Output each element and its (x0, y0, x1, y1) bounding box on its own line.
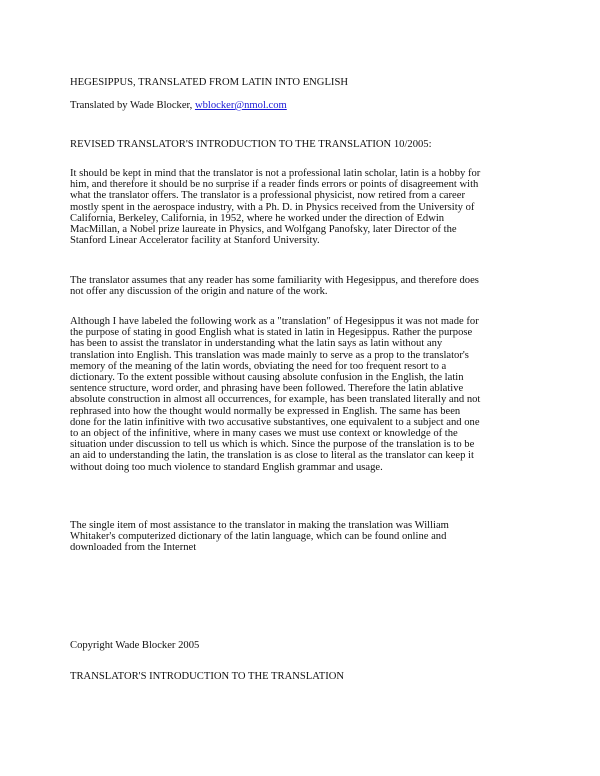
paragraph-line: done for the latin infinitive with two accusative substantives, one equivalent to a subject and one (70, 416, 480, 428)
translator-byline (70, 100, 287, 111)
paragraph-familiarity (70, 275, 479, 297)
paragraph-line: the purpose of stating in good English what is stated in latin in Hegesippus. Rather the purpose (70, 327, 473, 339)
paragraph-line: an aid to understanding the latin, the translation is as close to literal as the translator can keep it (70, 450, 474, 462)
paragraph-line: absolute construction in almost all occurrences, for example, has been translated literally and not (70, 394, 481, 406)
paragraph-line: what the translator offers. The translator is a professional physicist, now retired from a career (70, 190, 465, 202)
document-title: HEGESIPPUS, TRANSLATED FROM LATIN INTO ENGLISH (70, 77, 349, 88)
paragraph-line: has been to assist the translator in understanding what the latin says as latin without any (70, 338, 443, 350)
paragraph-line: Stanford Linear Accelerator facility at Stanford University. (70, 235, 320, 247)
paragraph-line: memory of the meaning of the latin words, obviating the need for too frequent resort to a (70, 360, 447, 372)
revised-heading: REVISED TRANSLATOR'S INTRODUCTION TO THE TRANSLATION 10/2005: (70, 139, 432, 150)
email-link[interactable]: wblocker@nmol.com (194, 100, 287, 111)
paragraph-line: California, Berkeley, California, in 1952, where he worked under the direction of Edwin (70, 212, 445, 224)
paragraph-line: not offer any discussion of the origin and nature of the work. (70, 286, 328, 298)
paragraph-line: Although I have labeled the following work as a "translation" of Hegesippus it was not made for (70, 316, 479, 327)
paragraph-line: downloaded from the Internet (70, 542, 197, 554)
paragraph-line: sentence structure, word order, and phrasing have been followed. Therefore the latin ablative (70, 383, 464, 395)
byline-prefix: Translated by Wade Blocker, (70, 100, 195, 111)
paragraph-line: It should be kept in mind that the translator is not a professional latin scholar, latin is a hobby for (70, 168, 481, 179)
paragraph-about-translator (70, 168, 480, 246)
paragraph-line: MacMillan, a Nobel prize laureate in Physics, and Wolfgang Panofsky, later Director of the (70, 224, 457, 236)
paragraph-line: without doing too much violence to standard English grammar and usage. (70, 461, 383, 473)
paragraph-line: him, and therefore it should be no surprise if a reader finds errors or points of disagreement with (70, 179, 479, 191)
paragraph-line: mostly spent in the aerospace industry, with a Ph. D. in Physics received from the University of (70, 201, 475, 213)
section-heading: TRANSLATOR'S INTRODUCTION TO THE TRANSLATION (70, 671, 345, 682)
paragraph-line: The translator assumes that any reader has some familiarity with Hegesippus, and therefore does (70, 275, 479, 286)
paragraph-purpose (70, 316, 480, 473)
paragraph-dictionary (70, 520, 449, 554)
paragraph-line: dictionary. To the extent possible without causing absolute confusion in the English, the latin (70, 372, 464, 384)
paragraph-line: The single item of most assistance to the translator in making the translation was William (70, 520, 449, 531)
paragraph-line: rephrased into how the thought would normally be expressed in English. The same has been (70, 405, 461, 417)
copyright-notice: Copyright Wade Blocker 2005 (70, 640, 200, 651)
paragraph-line: to an object of the infinitive, where in many cases we must use context or knowledge of the (70, 428, 458, 440)
paragraph-line: Whitaker's computerized dictionary of the latin language, which can be found online and (70, 531, 447, 543)
paragraph-line: translation into English. This translation was made mainly to serve as a prop to the translator's (70, 349, 469, 361)
paragraph-line: situation under discussion to tell us which is which. Since the purpose of the translation is to be (70, 439, 475, 451)
